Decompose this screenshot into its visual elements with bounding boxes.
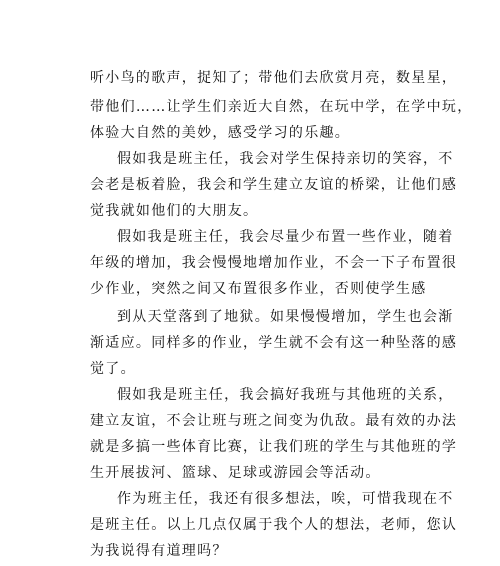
text-line: 体验大自然的美妙，感受学习的乐趣。 [90,125,351,141]
text-line: 听小鸟的歌声，捉知了；带他们去欣赏月亮，数星星， [90,70,458,86]
text-line: 就是多搞一些体育比赛，让我们班的学生与其他班的学 [90,439,458,455]
text-line: 年级的增加，我会慢慢地增加作业，不会一下子布置很 [90,255,458,271]
text-line: 到从天堂落到了地狱。如果慢慢增加，学生也会渐 [117,309,454,325]
text-line: 生开展拔河、篮球、足球或游园会等活动。 [90,465,381,481]
text-line: 假如我是班主任，我会尽量少布置一些作业，随着 [117,229,454,245]
text-line: 作为班主任，我还有很多想法，唉，可惜我现在不 [117,491,454,507]
text-line: 假如我是班主任，我会对学生保持亲切的笑容，不 [117,151,454,167]
text-line: 建立友谊，不会让班与班之间变为仇敌。最有效的办法 [90,413,458,429]
text-line: 渐适应。同样多的作业，学生就不会有这一种坠落的感 [90,335,458,351]
text-line: 觉我就如他们的大朋友。 [90,203,259,219]
text-line: 觉了。 [90,361,136,377]
text-line: 带他们……让学生们亲近大自然，在玩中学，在学中玩， [90,99,473,115]
text-line: 会老是板着脸，我会和学生建立友谊的桥梁，让他们感 [90,177,458,193]
text-line: 假如我是班主任，我会搞好我班与其他班的关系， [117,387,454,403]
text-line: 是班主任。以上几点仅属于我个人的想法，老师，您认 [90,517,458,533]
text-line: 少作业，突然之间又布置很多作业，否则使学生感 [90,281,427,297]
text-line: 为我说得有道理吗？ [90,543,228,559]
